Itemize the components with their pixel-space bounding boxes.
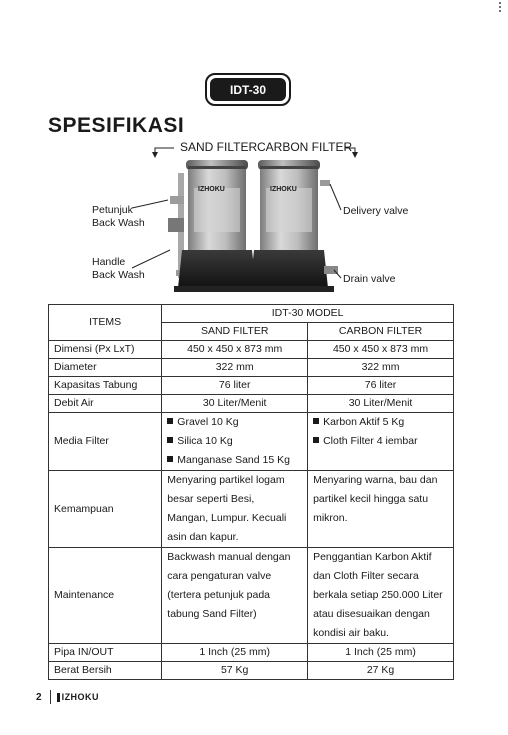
- footer-divider: [50, 690, 51, 704]
- backwash-guide-label: [92, 204, 145, 230]
- item-text: kondisi air baku.: [313, 627, 389, 639]
- text-line: [313, 586, 448, 605]
- item-text: Cloth Filter 4 iembar: [323, 435, 418, 447]
- cell-sand: 57 Kg: [162, 662, 308, 680]
- media-sand-list: [162, 413, 308, 471]
- maintenance-sand: [162, 548, 308, 644]
- row-item: Media Filter: [49, 413, 162, 471]
- item-text: Backwash manual dengan: [167, 551, 291, 563]
- list-item: [313, 432, 448, 451]
- table-row: [49, 377, 454, 395]
- cell-sand: 30 Liter/Menit: [162, 395, 308, 413]
- text-line: [313, 567, 448, 586]
- text-line: [167, 471, 302, 490]
- maintenance-carbon: [308, 548, 454, 644]
- row-item: Maintenance: [49, 548, 162, 644]
- carbon-filter-label: CARBON FILTER: [257, 140, 353, 154]
- table-row: [49, 662, 454, 680]
- text-line: [167, 548, 302, 567]
- table-header-row: [49, 305, 454, 323]
- table-row: [49, 341, 454, 359]
- text-line: [313, 490, 448, 509]
- specification-table: [48, 304, 454, 680]
- bullet-square-icon: [167, 456, 173, 462]
- item-text: asin dan kapur.: [167, 531, 239, 543]
- item-text: Silica 10 Kg: [177, 435, 233, 447]
- table-row: [49, 395, 454, 413]
- text-line: [167, 509, 302, 528]
- cell-carbon: 76 liter: [308, 377, 454, 395]
- text-line: [167, 567, 302, 586]
- list-item: [313, 413, 448, 432]
- item-text: Manganase Sand 15 Kg: [177, 454, 290, 466]
- model-badge: [205, 73, 291, 106]
- cell-carbon: 27 Kg: [308, 662, 454, 680]
- text-line: [167, 586, 302, 605]
- cell-carbon: 450 x 450 x 873 mm: [308, 341, 454, 359]
- product-illustration: [48, 138, 458, 303]
- table-row-media: [49, 413, 454, 471]
- delivery-valve-label: Delivery valve: [343, 205, 409, 217]
- item-text: Karbon Aktif 5 Kg: [323, 416, 405, 428]
- cell-carbon: 30 Liter/Menit: [308, 395, 454, 413]
- footer-brand: [57, 692, 100, 702]
- bullet-square-icon: [313, 418, 319, 424]
- table-row: [49, 359, 454, 377]
- tank-brand-carbon: IZHOKU: [270, 186, 297, 193]
- bullet-square-icon: [313, 437, 319, 443]
- sand-filter-header: SAND FILTER: [162, 323, 308, 341]
- item-text: tabung Sand Filter): [167, 608, 257, 620]
- item-text: mikron.: [313, 512, 348, 524]
- table-row-maintenance: [49, 548, 454, 644]
- model-header: IDT-30 MODEL: [162, 305, 454, 323]
- page-title: SPESIFIKASI: [48, 114, 185, 137]
- cell-sand: 322 mm: [162, 359, 308, 377]
- table-row-capability: [49, 471, 454, 548]
- basic-spec-rows: [49, 341, 454, 413]
- footer-brand-text: IZHOKU: [61, 692, 100, 702]
- capability-sand: [162, 471, 308, 548]
- cell-sand: 76 liter: [162, 377, 308, 395]
- item-text: Gravel 10 Kg: [177, 416, 239, 428]
- text-line: [313, 509, 448, 528]
- text-line: [167, 528, 302, 547]
- cell-item: Pipa IN/OUT: [49, 644, 162, 662]
- item-text: Mangan, Lumpur. Kecuali: [167, 512, 287, 524]
- cell-sand: 1 Inch (25 mm): [162, 644, 308, 662]
- cell-item: Kapasitas Tabung: [49, 377, 162, 395]
- media-carbon-list: [308, 413, 454, 471]
- list-item: [167, 413, 302, 432]
- item-text: cara pengaturan valve: [167, 570, 272, 582]
- items-header: ITEMS: [49, 305, 162, 341]
- text-line: [313, 471, 448, 490]
- item-text: atau disesuaikan dengan: [313, 608, 430, 620]
- text-line: [313, 624, 448, 643]
- model-badge-label: IDT-30: [210, 78, 286, 101]
- item-text: Penggantian Karbon Aktif: [313, 551, 432, 563]
- text-line: [167, 605, 302, 624]
- item-text: partikel kecil hingga satu: [313, 493, 429, 505]
- text-line: [167, 490, 302, 509]
- item-text: Menyaring partikel logam: [167, 474, 285, 486]
- capability-carbon: [308, 471, 454, 548]
- backwash-guide-line2: Back Wash: [92, 217, 145, 229]
- text-line: [313, 548, 448, 567]
- list-item: [167, 451, 302, 470]
- bullet-square-icon: [167, 418, 173, 424]
- cell-item: Debit Air: [49, 395, 162, 413]
- backwash-handle-label: [92, 256, 145, 282]
- item-text: dan Cloth Filter secara: [313, 570, 419, 582]
- cell-item: Dimensi (Px LxT): [49, 341, 162, 359]
- bottom-spec-rows: [49, 644, 454, 680]
- item-text: (tertera petunjuk pada: [167, 589, 271, 601]
- cell-item: Diameter: [49, 359, 162, 377]
- brand-logo-icon: [57, 693, 60, 702]
- page-footer: [36, 690, 99, 704]
- tank-brand-sand: IZHOKU: [198, 186, 225, 193]
- list-item: [167, 432, 302, 451]
- item-text: Menyaring warna, bau dan: [313, 474, 438, 486]
- text-line: [313, 605, 448, 624]
- backwash-guide-line1: Petunjuk: [92, 204, 133, 216]
- drain-valve-label: Drain valve: [343, 273, 396, 285]
- cell-item: Berat Bersih: [49, 662, 162, 680]
- handle-line1: Handle: [92, 256, 126, 268]
- page-number: 2: [36, 691, 42, 703]
- item-text: besar seperti Besi,: [167, 493, 255, 505]
- cell-carbon: 322 mm: [308, 359, 454, 377]
- table-row: [49, 644, 454, 662]
- bullet-square-icon: [167, 437, 173, 443]
- more-options-icon[interactable]: [498, 2, 502, 14]
- cell-carbon: 1 Inch (25 mm): [308, 644, 454, 662]
- cell-sand: 450 x 450 x 873 mm: [162, 341, 308, 359]
- row-item: Kemampuan: [49, 471, 162, 548]
- carbon-filter-header: CARBON FILTER: [308, 323, 454, 341]
- item-text: berkala setiap 250.000 Liter: [313, 589, 443, 601]
- sand-filter-label: SAND FILTER: [180, 140, 258, 154]
- handle-line2: Back Wash: [92, 269, 145, 281]
